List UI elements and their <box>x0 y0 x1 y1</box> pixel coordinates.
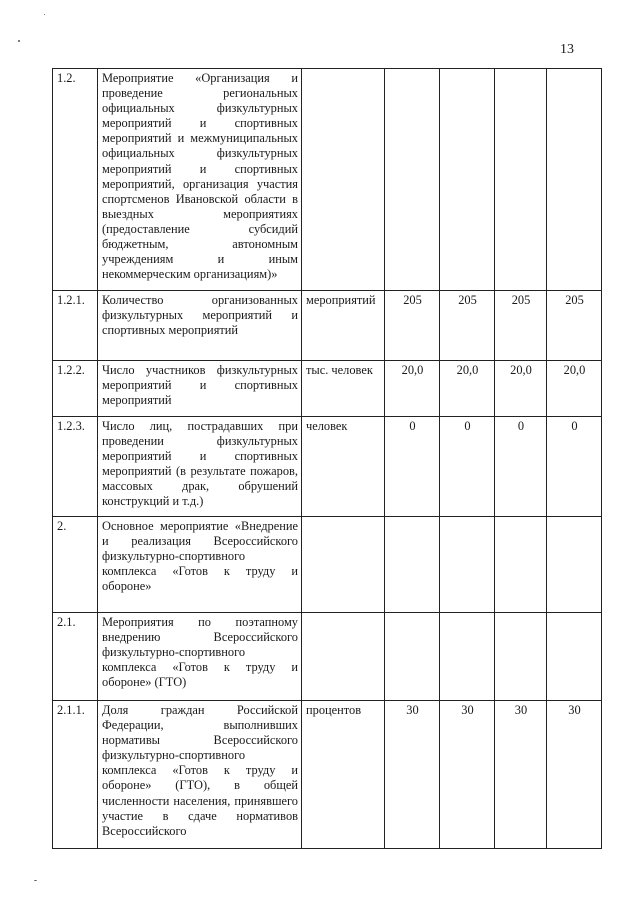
row-value: 0 <box>547 417 602 517</box>
row-description: Мероприятие «Организация и проведение региональных официальных физкультурных мероприятий и спортивных мероприятий и межмуниципальных официальных физкультурных мероприятий и спортивных мероприятий, организация участия спортсменов Ивановской области в выездных мероприятиях (предоставление субсидий бюджетным, автономным учреждениям и иным некоммерческим организациям)» <box>98 69 302 291</box>
row-number: 2. <box>53 517 98 613</box>
table-row <box>53 517 602 613</box>
table-row <box>53 613 602 701</box>
row-description: Число лиц, пострадавших при проведении физкультурных мероприятий и спортивных мероприятий (в результате пожаров, массовых драк, обрушений конструкций и т.д.) <box>98 417 302 517</box>
row-description: Число участников физкультурных мероприятий и спортивных мероприятий <box>98 361 302 417</box>
row-unit <box>302 517 385 613</box>
table-row <box>53 701 602 849</box>
row-value <box>547 517 602 613</box>
row-unit: человек <box>302 417 385 517</box>
row-value: 20,0 <box>547 361 602 417</box>
row-value: 30 <box>495 701 547 849</box>
row-description: Мероприятия по поэтапному внедрению Всероссийского физкультурно-спортивного комплекса «Готов к труду и обороне» (ГТО) <box>98 613 302 701</box>
row-number: 2.1. <box>53 613 98 701</box>
row-value: 20,0 <box>440 361 495 417</box>
row-value <box>547 613 602 701</box>
row-value <box>385 613 440 701</box>
row-value: 30 <box>547 701 602 849</box>
row-number: 1.2.2. <box>53 361 98 417</box>
row-unit: тыс. человек <box>302 361 385 417</box>
table-row <box>53 291 602 361</box>
row-value: 30 <box>440 701 495 849</box>
row-value <box>547 69 602 291</box>
row-value <box>495 69 547 291</box>
row-number: 2.1.1. <box>53 701 98 849</box>
page-number: 13 <box>560 42 574 57</box>
row-unit <box>302 69 385 291</box>
row-value: 0 <box>495 417 547 517</box>
row-value: 0 <box>385 417 440 517</box>
row-number: 1.2.3. <box>53 417 98 517</box>
row-unit <box>302 613 385 701</box>
row-description: Основное мероприятие «Внедрение и реализация Всероссийского физкультурно-спортивного комплекса «Готов к труду и обороне» <box>98 517 302 613</box>
scan-speck <box>18 40 20 42</box>
row-description: Доля граждан Российской Федерации, выполнивших нормативы Всероссийского физкультурно-спортивного комплекса «Готов к труду и обороне» (ГТО), в общей численности населения, принявшего участие в сдаче нормативов Всероссийского <box>98 701 302 849</box>
row-number: 1.2.1. <box>53 291 98 361</box>
row-unit: процентов <box>302 701 385 849</box>
table-row <box>53 361 602 417</box>
row-value <box>385 69 440 291</box>
row-value <box>495 517 547 613</box>
row-unit: мероприятий <box>302 291 385 361</box>
row-value: 20,0 <box>385 361 440 417</box>
row-number: 1.2. <box>53 69 98 291</box>
row-value: 0 <box>440 417 495 517</box>
row-value: 30 <box>385 701 440 849</box>
row-value: 20,0 <box>495 361 547 417</box>
row-value: 205 <box>547 291 602 361</box>
row-value <box>440 69 495 291</box>
row-value: 205 <box>385 291 440 361</box>
table-row <box>53 417 602 517</box>
scan-speck <box>44 14 45 15</box>
scan-speck <box>34 880 37 881</box>
row-description: Количество организованных физкультурных мероприятий и спортивных мероприятий <box>98 291 302 361</box>
row-value <box>385 517 440 613</box>
row-value: 205 <box>495 291 547 361</box>
row-value <box>440 613 495 701</box>
row-value <box>495 613 547 701</box>
row-value <box>440 517 495 613</box>
table-row <box>53 69 602 291</box>
indicators-table <box>52 68 602 849</box>
row-value: 205 <box>440 291 495 361</box>
